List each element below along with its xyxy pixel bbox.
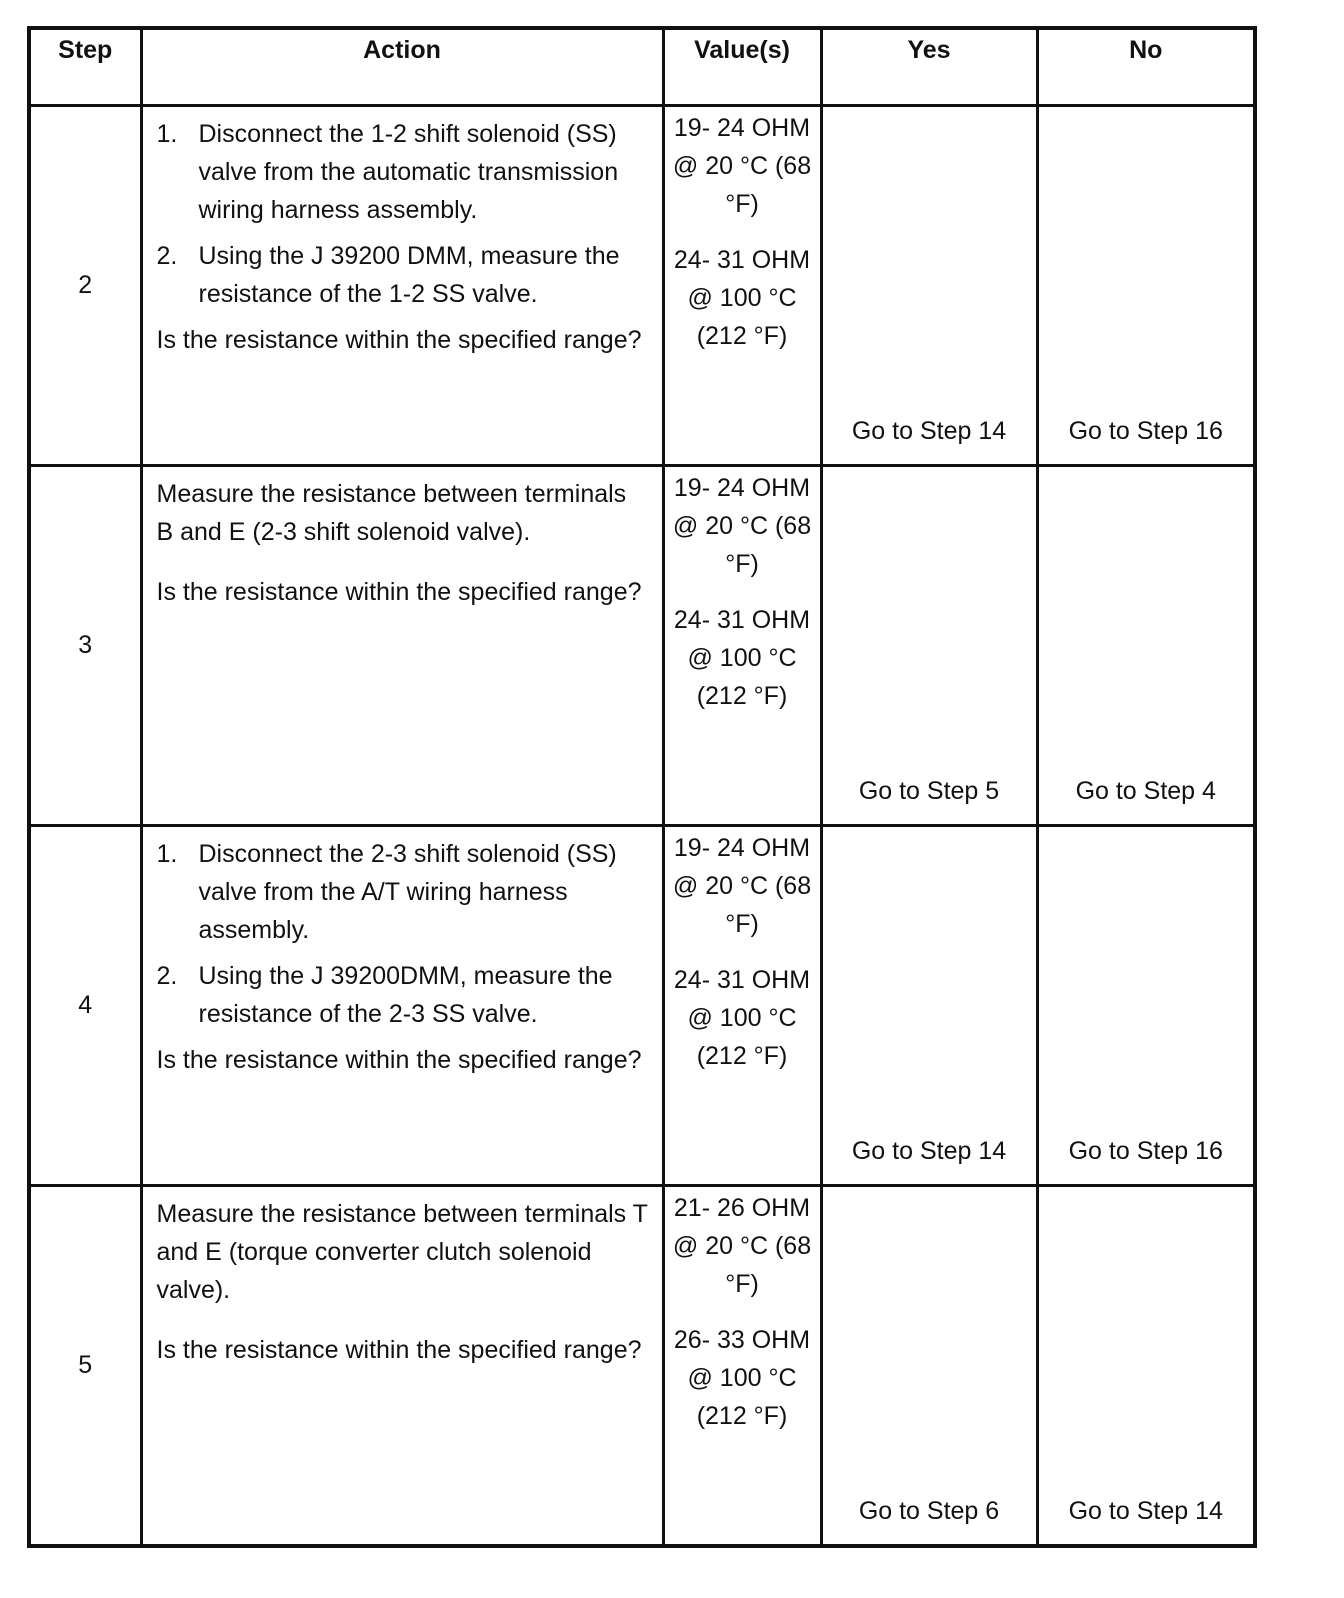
header-yes: Yes <box>821 28 1037 106</box>
table-row <box>29 826 1255 1186</box>
question-text: Is the resistance within the specified range? <box>156 326 642 354</box>
step-number: 3 <box>29 466 141 826</box>
value-hot: 26- 33 OHM @ 100 °C (212 °F) <box>673 1326 811 1430</box>
yes-cell: Go to Step 14 <box>821 826 1037 1186</box>
value-hot: 24- 31 OHM @ 100 °C (212 °F) <box>673 606 811 710</box>
question-text: Is the resistance within the specified range? <box>156 1046 642 1074</box>
yes-cell: Go to Step 14 <box>821 106 1037 466</box>
list-text: Using the J 39200 DMM, measure the resistance of the 1-2 SS valve. <box>198 242 620 308</box>
value-cold: 21- 26 OHM @ 20 °C (68 °F) <box>672 1194 812 1298</box>
action-cell <box>141 466 663 826</box>
table-row <box>29 466 1255 826</box>
values-cell <box>663 1186 821 1546</box>
step-number: 5 <box>29 1186 141 1546</box>
no-cell: Go to Step 14 <box>1037 1186 1255 1546</box>
list-number: 1. <box>156 120 178 148</box>
value-cold: 19- 24 OHM @ 20 °C (68 °F) <box>672 474 812 578</box>
action-list <box>157 835 650 1033</box>
yes-cell: Go to Step 5 <box>821 466 1037 826</box>
header-row <box>29 28 1255 106</box>
list-item <box>157 957 650 1033</box>
table-row <box>29 1186 1255 1546</box>
list-item <box>157 115 650 229</box>
question-text: Is the resistance within the specified range? <box>156 578 642 606</box>
step-number: 2 <box>29 106 141 466</box>
action-text: Measure the resistance between terminals T and E (torque converter clutch solenoid valve). <box>156 1200 648 1304</box>
no-cell: Go to Step 4 <box>1037 466 1255 826</box>
list-text: Disconnect the 1-2 shift solenoid (SS) valve from the automatic transmission wiring harness assembly. <box>198 120 619 224</box>
action-cell <box>141 826 663 1186</box>
no-cell: Go to Step 16 <box>1037 106 1255 466</box>
action-text: Measure the resistance between terminals B and E (2-3 shift solenoid valve). <box>156 480 627 546</box>
action-cell <box>141 1186 663 1546</box>
list-item <box>157 835 650 949</box>
table-row <box>29 106 1255 466</box>
list-item <box>157 237 650 313</box>
no-cell: Go to Step 16 <box>1037 826 1255 1186</box>
value-cold: 19- 24 OHM @ 20 °C (68 °F) <box>672 834 812 938</box>
list-text: Disconnect the 2-3 shift solenoid (SS) valve from the A/T wiring harness assembly. <box>198 840 617 944</box>
header-values: Value(s) <box>663 28 821 106</box>
question-text: Is the resistance within the specified range? <box>156 1336 642 1364</box>
header-action: Action <box>141 28 663 106</box>
value-hot: 24- 31 OHM @ 100 °C (212 °F) <box>673 966 811 1070</box>
value-cold: 19- 24 OHM @ 20 °C (68 °F) <box>672 114 812 218</box>
header-no: No <box>1037 28 1255 106</box>
step-number: 4 <box>29 826 141 1186</box>
yes-cell: Go to Step 6 <box>821 1186 1037 1546</box>
diagnostic-table <box>27 26 1257 1548</box>
list-number: 1. <box>156 840 178 868</box>
action-cell <box>141 106 663 466</box>
list-number: 2. <box>156 962 178 990</box>
action-list <box>157 115 650 313</box>
value-hot: 24- 31 OHM @ 100 °C (212 °F) <box>673 246 811 350</box>
values-cell <box>663 106 821 466</box>
header-step: Step <box>29 28 141 106</box>
list-text: Using the J 39200DMM, measure the resistance of the 2-3 SS valve. <box>198 962 613 1028</box>
values-cell <box>663 466 821 826</box>
list-number: 2. <box>156 242 178 270</box>
values-cell <box>663 826 821 1186</box>
